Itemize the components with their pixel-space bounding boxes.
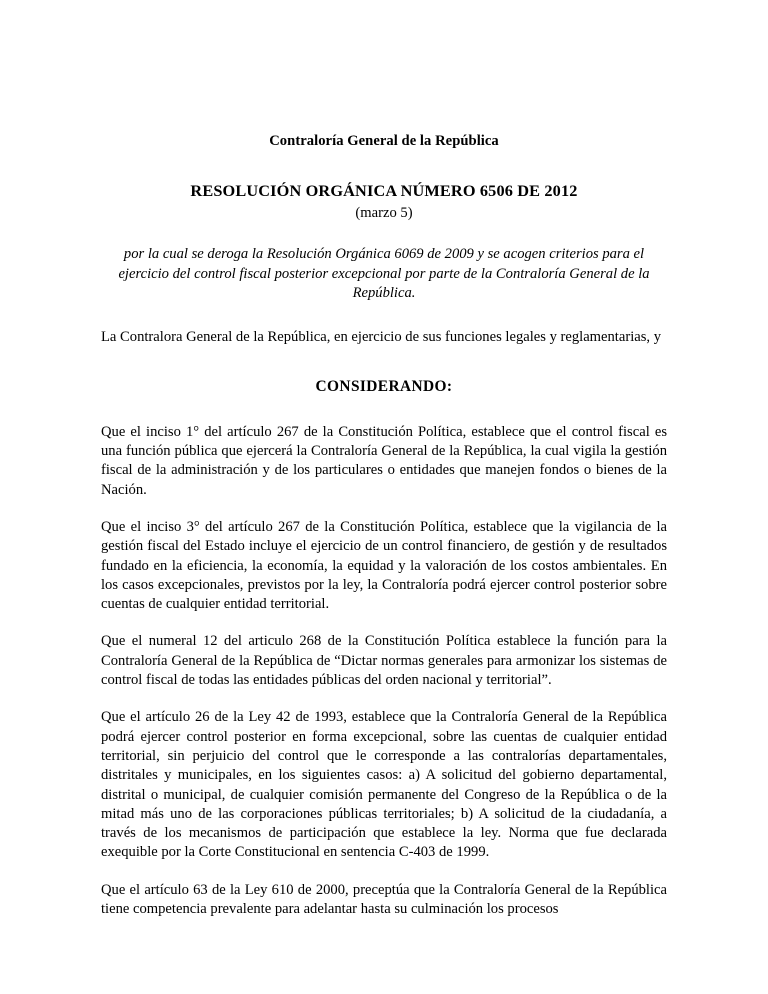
considering-paragraph: Que el artículo 26 de la Ley 42 de 1993, establece que la Contraloría General de la República podrá ejercer control posterior en forma excepcional, sobre las cuentas de cualquier entidad territorial, sin perjuicio del control que le corresponde a las contralorías departamentales, distritales y municipales, en los siguientes casos: a) A solicitud del gobierno departamental, distrital o municipal, de cualquier comisión permanente del Congreso de la República o de la mitad más uno de las corporaciones públicas territoriales; b) A solicitud de la ciudadanía, a través de los mecanismos de participación que establece la ley. Norma que fue declarada exequible por la Corte Constitucional en sentencia C-403 de 1999.: [101, 709, 667, 861]
resolution-epigraph: por la cual se deroga la Resolución Orgánica 6069 de 2009 y se acogen criterios para el ejercicio del control fiscal posterior excepcional por parte de la Contraloría General de la República.: [118, 246, 650, 301]
document-body: [101, 0, 667, 919]
resolution-title: RESOLUCIÓN ORGÁNICA NÚMERO 6506 DE 2012: [190, 181, 578, 200]
considering-paragraph: Que el inciso 3° del artículo 267 de la Constitución Política, establece que la vigilancia de la gestión fiscal del Estado incluye el ejercicio de un control financiero, de gestión y de resultados fundado en la eficiencia, la economía, la equidad y la valoración de los costos ambientales. En los casos excepcionales, previstos por la ley, la Contraloría podrá ejercer control posterior sobre cuentas de cualquier entidad territorial.: [101, 518, 667, 613]
considering-heading: CONSIDERANDO:: [315, 377, 453, 395]
organization-title: Contraloría General de la República: [269, 133, 499, 149]
preamble-paragraph: La Contralora General de la República, en ejercicio de sus funciones legales y reglamentarias, y: [101, 328, 662, 345]
resolution-date: (marzo 5): [355, 205, 413, 221]
considering-paragraph: Que el numeral 12 del articulo 268 de la Constitución Política establece la función para la Contraloría General de la República de “Dictar normas generales para armonizar los sistemas de control fiscal de todas las entidades públicas del orden nacional y territorial”.: [101, 633, 667, 689]
considering-paragraph: Que el inciso 1° del artículo 267 de la Constitución Política, establece que el control fiscal es una función pública que ejercerá la Contraloría General de la República, la cual vigila la gestión fiscal de la administración y de los particulares o entidades que manejen fondos o bienes de la Nación.: [101, 423, 667, 498]
considering-paragraph: Que el artículo 63 de la Ley 610 de 2000, preceptúa que la Contraloría General de la República tiene competencia prevalente para adelantar hasta su culminación los procesos: [101, 881, 667, 918]
